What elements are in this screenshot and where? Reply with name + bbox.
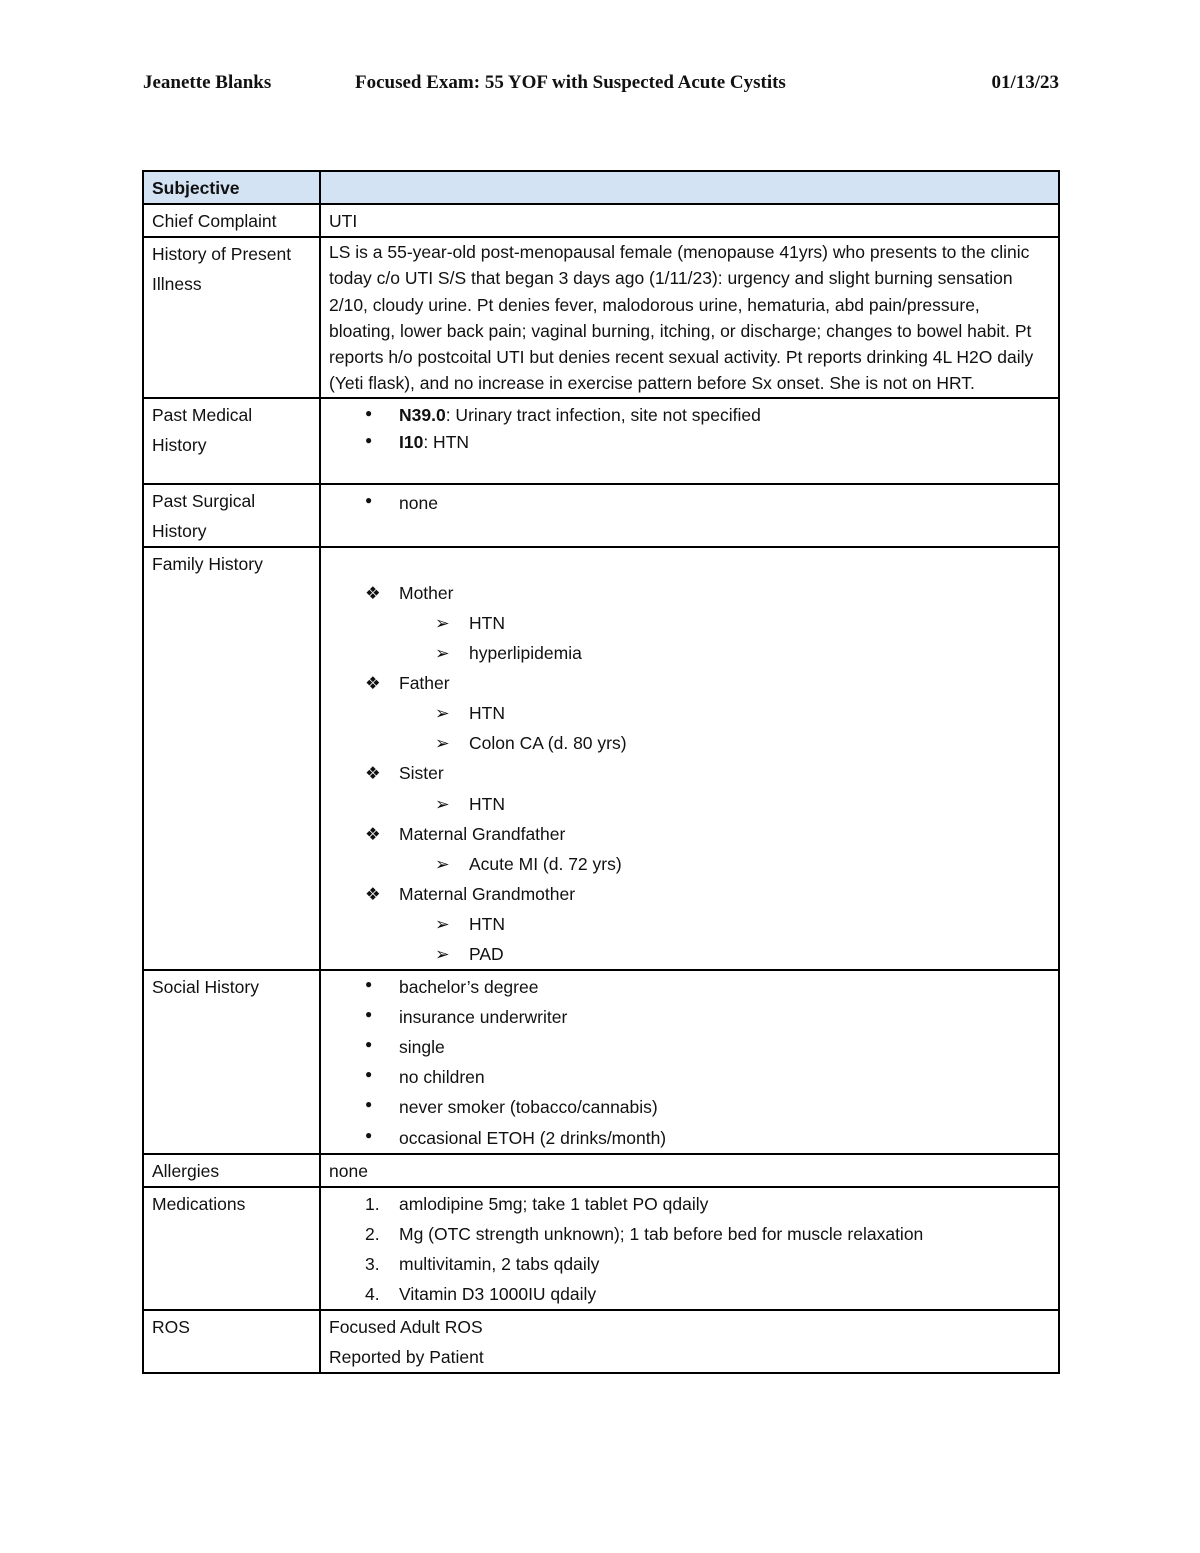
psh-label: Past Surgical History xyxy=(143,484,320,547)
psh-cell xyxy=(320,484,1059,547)
medication-item: 1. amlodipine 5mg; take 1 tablet PO qdaily xyxy=(365,1193,709,1214)
ros-row xyxy=(143,1310,1059,1373)
diamond-bullet-icon: ❖ xyxy=(365,823,381,844)
hpi-text: LS is a 55-year-old post-menopausal female (menopause 41yrs) who presents to the clinic today c/o UTI S/S that began 3 days ago (1/11/23): urgency and slight burning sensation 2/10, cloudy urine. Pt denies fever, malodorous urine, hematuria, abd pain/pressure, bloating, lower back pain; vaginal burning, itching, or discharge; changes to bowel habit. Pt reports h/o postcoital UTI but denies recent sexual activity. Pt reports drinking 4L H2O daily (Yeti flask), and no increase in exercise pattern before Sx onset. She is not on HRT. xyxy=(320,237,1059,398)
allergies-value: none xyxy=(320,1154,1059,1187)
medications-label: Medications xyxy=(143,1187,320,1310)
diagnosis-code: N39.0 xyxy=(399,404,446,425)
social-history-item: ● occasional ETOH (2 drinks/month) xyxy=(329,1123,1050,1153)
document-date: 01/13/23 xyxy=(991,72,1059,93)
ros-line: Reported by Patient xyxy=(329,1347,484,1368)
ros-label: ROS xyxy=(143,1310,320,1373)
document-title: Focused Exam: 55 YOF with Suspected Acute Cystits xyxy=(355,72,786,93)
social-history-item: ● insurance underwriter xyxy=(329,1002,1050,1032)
subjective-header-row xyxy=(143,171,1059,204)
medications-row xyxy=(143,1187,1059,1310)
social-history-cell xyxy=(320,970,1059,1154)
arrow-bullet-icon: ➢ xyxy=(435,703,450,724)
family-history-cell xyxy=(320,547,1059,970)
medication-item: 3. multivitamin, 2 tabs qdaily xyxy=(365,1253,600,1274)
relative-item: ❖ Maternal Grandmother xyxy=(329,879,1050,909)
diamond-bullet-icon: ❖ xyxy=(365,582,381,603)
arrow-bullet-icon: ➢ xyxy=(435,643,450,664)
hpi-label: History of Present Illness xyxy=(143,237,320,398)
medication-item: 4. Vitamin D3 1000IU qdaily xyxy=(365,1284,597,1305)
arrow-bullet-icon: ➢ xyxy=(435,944,450,964)
diagnosis-desc: : Urinary tract infection, site not specified xyxy=(445,404,761,425)
pmh-item xyxy=(329,429,1050,456)
social-history-item: ● single xyxy=(329,1032,1050,1062)
arrow-bullet-icon: ➢ xyxy=(435,913,450,934)
social-history-row xyxy=(143,970,1059,1154)
condition-item: ➢ PAD xyxy=(329,939,1050,969)
condition-item: ➢ HTN xyxy=(329,909,1050,939)
author-name: Jeanette Blanks xyxy=(143,72,272,93)
ros-cell xyxy=(320,1310,1059,1373)
medication-item: 2. Mg (OTC strength unknown); 1 tab before bed for muscle relaxation xyxy=(365,1223,924,1244)
relative-item: ❖ Maternal Grandfather xyxy=(329,819,1050,849)
social-history-item: ● bachelor’s degree xyxy=(329,972,1050,1002)
social-history-label: Social History xyxy=(143,970,320,1154)
condition-item: ➢ HTN xyxy=(329,789,1050,819)
diamond-bullet-icon: ❖ xyxy=(365,763,381,784)
condition-item: ➢ HTN xyxy=(329,698,1050,728)
relative-item: ❖ Father xyxy=(329,668,1050,698)
subjective-header-empty xyxy=(320,171,1059,204)
ros-line: Focused Adult ROS xyxy=(329,1317,483,1338)
medications-cell xyxy=(320,1187,1059,1310)
allergies-label: Allergies xyxy=(143,1154,320,1187)
condition-item: ➢ Acute MI (d. 72 yrs) xyxy=(329,849,1050,879)
psh-list xyxy=(329,488,1050,518)
page-header xyxy=(143,72,1059,98)
diagnosis-code: I10 xyxy=(399,431,424,452)
arrow-bullet-icon: ➢ xyxy=(435,793,450,814)
chief-complaint-value: UTI xyxy=(320,204,1059,237)
condition-item: ➢ hyperlipidemia xyxy=(329,638,1050,668)
relative-item: ❖ Mother xyxy=(329,578,1050,608)
pmh-item xyxy=(329,402,1050,429)
family-history-list xyxy=(329,578,1050,969)
allergies-row xyxy=(143,1154,1059,1187)
family-history-row xyxy=(143,547,1059,970)
diamond-bullet-icon: ❖ xyxy=(365,673,381,694)
chief-complaint-label: Chief Complaint xyxy=(143,204,320,237)
pmh-cell xyxy=(320,398,1059,484)
condition-item: ➢ Colon CA (d. 80 yrs) xyxy=(329,728,1050,758)
hpi-row xyxy=(143,237,1059,398)
medications-list xyxy=(329,1189,1050,1309)
chief-complaint-row xyxy=(143,204,1059,237)
psh-item: ● none xyxy=(329,488,1050,518)
pmh-list xyxy=(329,402,1050,456)
arrow-bullet-icon: ➢ xyxy=(435,853,450,874)
diamond-bullet-icon: ❖ xyxy=(365,883,381,904)
subjective-table xyxy=(142,170,1060,1374)
arrow-bullet-icon: ➢ xyxy=(435,733,450,754)
arrow-bullet-icon: ➢ xyxy=(435,612,450,633)
relative-item: ❖ Sister xyxy=(329,758,1050,788)
social-history-list xyxy=(329,972,1050,1153)
psh-row xyxy=(143,484,1059,547)
social-history-item: ● never smoker (tobacco/cannabis) xyxy=(329,1092,1050,1122)
family-history-label: Family History xyxy=(143,547,320,970)
social-history-item: ● no children xyxy=(329,1062,1050,1092)
diagnosis-desc: : HTN xyxy=(423,431,470,452)
pmh-label: Past Medical History xyxy=(143,398,320,484)
pmh-row xyxy=(143,398,1059,484)
subjective-label: Subjective xyxy=(143,171,320,204)
condition-item: ➢ HTN xyxy=(329,608,1050,638)
